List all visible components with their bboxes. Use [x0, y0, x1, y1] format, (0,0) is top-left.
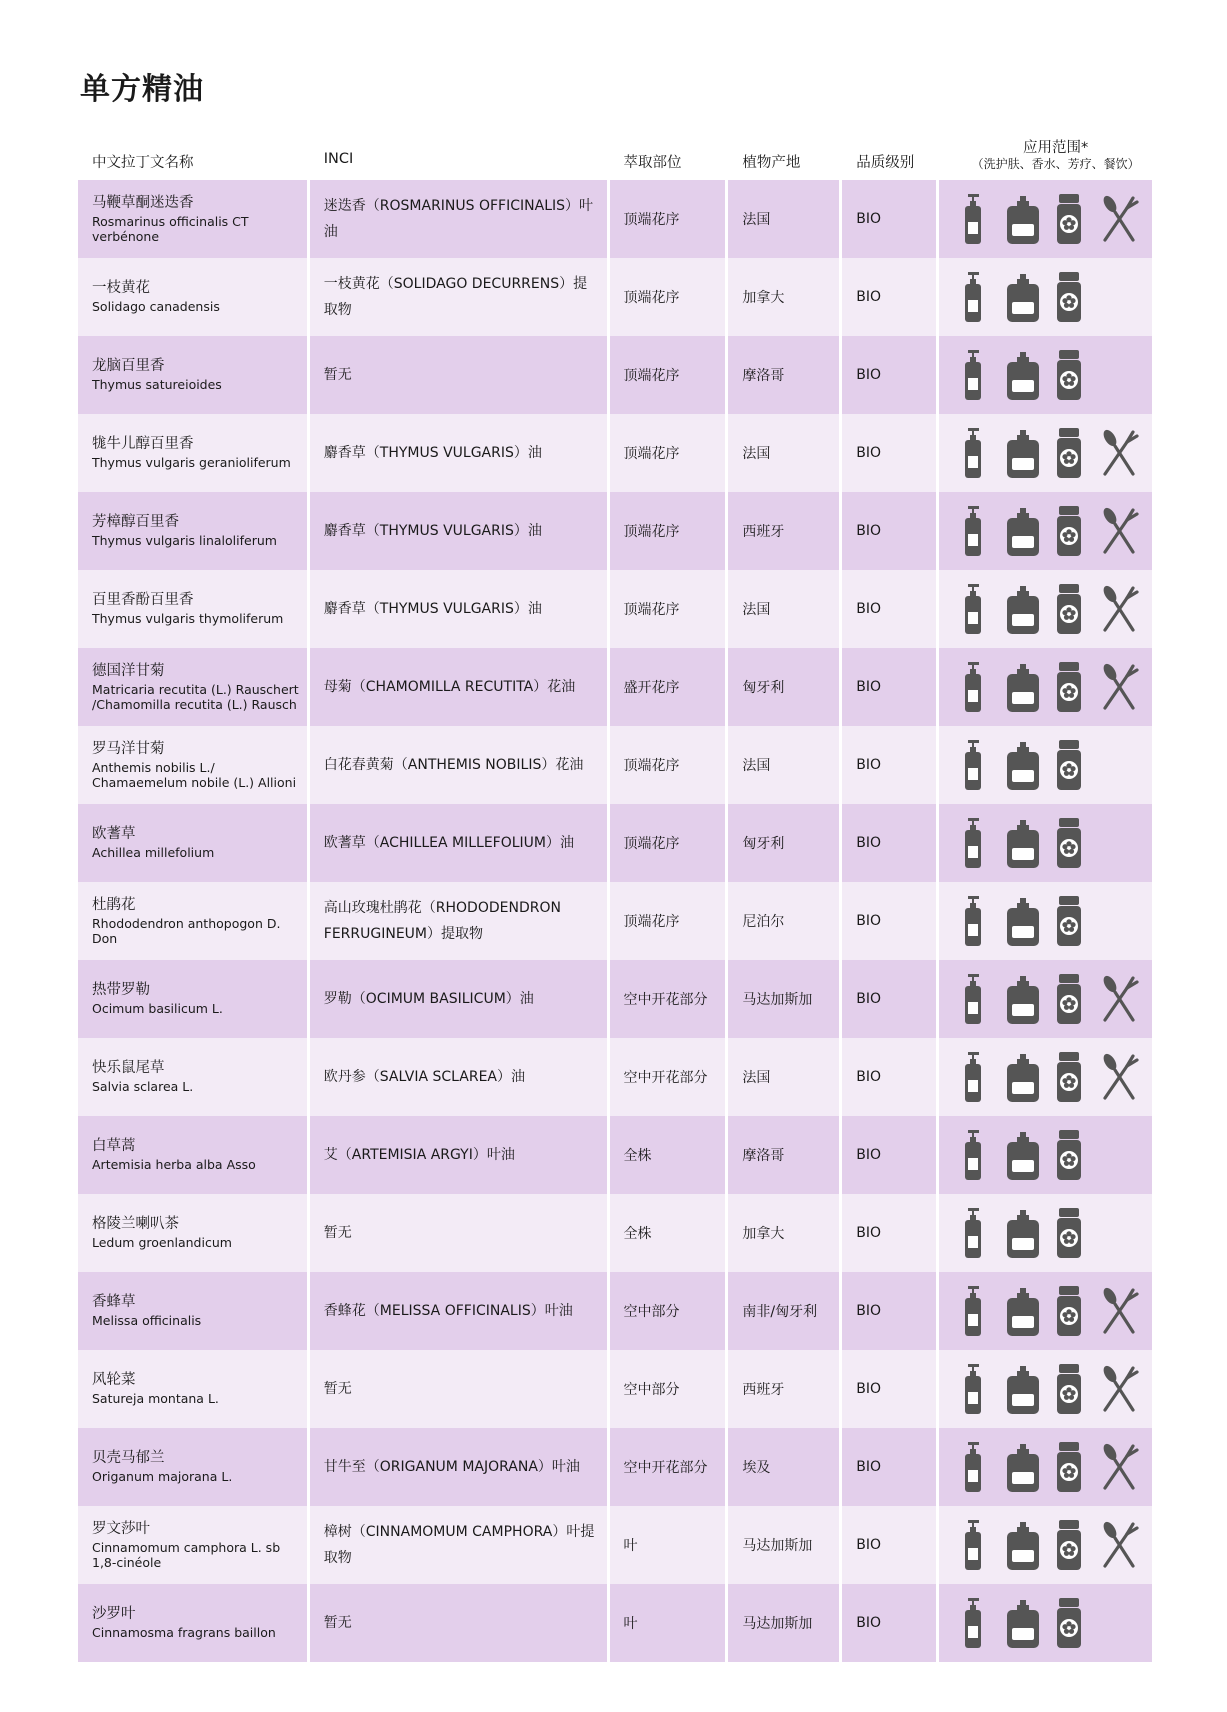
cell-use	[939, 492, 1152, 570]
cell-grade: BIO	[842, 492, 936, 570]
fork-knife-icon	[1097, 1440, 1141, 1494]
cell-inci: 迷迭香（ROSMARINUS OFFICINALIS）叶油	[310, 180, 607, 258]
table-row	[78, 1038, 1152, 1116]
chinese-name: 沙罗叶	[92, 1606, 136, 1623]
table-row	[78, 1428, 1152, 1506]
cell-inci: 暂无	[310, 1584, 607, 1662]
pump-bottle-icon	[959, 348, 995, 402]
spray-bottle-icon	[1005, 738, 1041, 792]
cell-grade: BIO	[842, 1038, 936, 1116]
cell-name	[78, 1506, 307, 1584]
flower-jar-icon	[1051, 816, 1087, 870]
cell-part: 全株	[610, 1116, 726, 1194]
chinese-name: 罗马洋甘菊	[92, 740, 165, 757]
pump-bottle-icon	[959, 894, 995, 948]
flower-jar-icon	[1051, 894, 1087, 948]
fork-knife-icon	[1097, 1050, 1141, 1104]
pump-bottle-icon	[959, 1206, 995, 1260]
chinese-name: 马鞭草酮迷迭香	[92, 194, 194, 211]
table-row	[78, 414, 1152, 492]
fork-knife-icon	[1097, 582, 1141, 636]
cell-name	[78, 648, 307, 726]
fork-knife-icon	[1097, 972, 1141, 1026]
cell-use	[939, 1428, 1152, 1506]
flower-jar-icon	[1051, 1518, 1087, 1572]
latin-name: Matricaria recutita (L.) Rauschert /Chamomilla recutita (L.) Rausch	[92, 681, 299, 712]
table-row	[78, 1584, 1152, 1662]
flower-jar-icon	[1051, 1362, 1087, 1416]
latin-name: Cinnamomum camphora L. sb 1,8-cinéole	[92, 1539, 281, 1570]
cell-name	[78, 1350, 307, 1428]
cell-grade: BIO	[842, 570, 936, 648]
latin-name: Achillea millefolium	[92, 845, 215, 861]
cell-inci: 一枝黄花（SOLIDAGO DECURRENS）提取物	[310, 258, 607, 336]
table-row	[78, 1194, 1152, 1272]
flower-jar-icon	[1051, 504, 1087, 558]
table-row	[78, 258, 1152, 336]
cell-name	[78, 570, 307, 648]
cell-part: 顶端花序	[610, 336, 726, 414]
cell-use	[939, 1350, 1152, 1428]
cell-grade: BIO	[842, 726, 936, 804]
header-use	[939, 140, 1152, 172]
cell-grade: BIO	[842, 1428, 936, 1506]
spray-bottle-icon	[1005, 1206, 1041, 1260]
cell-origin: 尼泊尔	[728, 882, 839, 960]
latin-name: Rhododendron anthopogon D. Don	[92, 915, 281, 946]
pump-bottle-icon	[959, 660, 995, 714]
flower-jar-icon	[1051, 660, 1087, 714]
cell-inci: 罗勒（OCIMUM BASILICUM）油	[310, 960, 607, 1038]
cell-grade: BIO	[842, 1272, 936, 1350]
pump-bottle-icon	[959, 1284, 995, 1338]
spray-bottle-icon	[1005, 1284, 1041, 1338]
table-row	[78, 648, 1152, 726]
flower-jar-icon	[1051, 426, 1087, 480]
chinese-name: 百里香酚百里香	[92, 592, 194, 609]
cell-inci: 暂无	[310, 1194, 607, 1272]
latin-name: Salvia sclarea L.	[92, 1079, 194, 1095]
cell-use	[939, 336, 1152, 414]
cell-grade: BIO	[842, 804, 936, 882]
table-row	[78, 1506, 1152, 1584]
fork-knife-icon	[1097, 426, 1141, 480]
cell-inci: 香蜂花（MELISSA OFFICINALIS）叶油	[310, 1272, 607, 1350]
header-use-subtitle: （洗护肤、香水、芳疗、餐饮）	[971, 157, 1140, 171]
spray-bottle-icon	[1005, 270, 1041, 324]
pump-bottle-icon	[959, 504, 995, 558]
cell-part: 顶端花序	[610, 726, 726, 804]
chinese-name: 热带罗勒	[92, 982, 150, 999]
cell-name	[78, 726, 307, 804]
chinese-name: 风轮菜	[92, 1372, 136, 1389]
latin-name: Artemisia herba alba Asso	[92, 1157, 256, 1173]
cell-use	[939, 258, 1152, 336]
latin-name: Thymus vulgaris thymoliferum	[92, 611, 284, 627]
latin-name: Melissa officinalis	[92, 1313, 202, 1329]
cell-part: 顶端花序	[610, 180, 726, 258]
chinese-name: 贝壳马郁兰	[92, 1450, 165, 1467]
cell-inci: 艾（ARTEMISIA ARGYI）叶油	[310, 1116, 607, 1194]
table-body	[78, 180, 1152, 1662]
cell-origin: 埃及	[728, 1428, 839, 1506]
cell-part: 顶端花序	[610, 258, 726, 336]
cell-use	[939, 1038, 1152, 1116]
latin-name: Cinnamosma fragrans baillon	[92, 1625, 276, 1641]
cell-inci: 暂无	[310, 336, 607, 414]
cell-origin: 南非/匈牙利	[728, 1272, 839, 1350]
chinese-name: 一枝黄花	[92, 280, 150, 297]
cell-grade: BIO	[842, 1584, 936, 1662]
cell-part: 顶端花序	[610, 414, 726, 492]
cell-use	[939, 726, 1152, 804]
cell-use	[939, 570, 1152, 648]
cell-name	[78, 1584, 307, 1662]
latin-name: Rosmarinus officinalis CT verbénone	[92, 213, 249, 244]
cell-name	[78, 180, 307, 258]
spray-bottle-icon	[1005, 1362, 1041, 1416]
pump-bottle-icon	[959, 1050, 995, 1104]
latin-name: Solidago canadensis	[92, 299, 220, 315]
cell-name	[78, 1116, 307, 1194]
spray-bottle-icon	[1005, 894, 1041, 948]
chinese-name: 格陵兰喇叭茶	[92, 1216, 179, 1233]
cell-part: 顶端花序	[610, 804, 726, 882]
cell-use	[939, 1584, 1152, 1662]
cell-grade: BIO	[842, 882, 936, 960]
latin-name: Thymus satureioides	[92, 377, 222, 393]
table-row	[78, 1116, 1152, 1194]
cell-part: 盛开花序	[610, 648, 726, 726]
flower-jar-icon	[1051, 270, 1087, 324]
cell-name	[78, 960, 307, 1038]
cell-grade: BIO	[842, 180, 936, 258]
cell-grade: BIO	[842, 336, 936, 414]
cell-inci: 暂无	[310, 1350, 607, 1428]
pump-bottle-icon	[959, 582, 995, 636]
spray-bottle-icon	[1005, 1440, 1041, 1494]
cell-part: 空中部分	[610, 1272, 726, 1350]
fork-knife-icon	[1097, 1518, 1141, 1572]
cell-origin: 西班牙	[728, 492, 839, 570]
cell-part: 空中部分	[610, 1350, 726, 1428]
chinese-name: 德国洋甘菊	[92, 662, 165, 679]
cell-origin: 法国	[728, 180, 839, 258]
cell-use	[939, 960, 1152, 1038]
chinese-name: 龙脑百里香	[92, 358, 165, 375]
spray-bottle-icon	[1005, 1128, 1041, 1182]
cell-origin: 法国	[728, 726, 839, 804]
latin-name: Thymus vulgaris geranioliferum	[92, 455, 291, 471]
flower-jar-icon	[1051, 1596, 1087, 1650]
table-row	[78, 1272, 1152, 1350]
cell-inci: 高山玫瑰杜鹃花（RHODODENDRON FERRUGINEUM）提取物	[310, 882, 607, 960]
fork-knife-icon	[1097, 192, 1141, 246]
spray-bottle-icon	[1005, 1596, 1041, 1650]
cell-origin: 加拿大	[728, 258, 839, 336]
chinese-name: 罗文莎叶	[92, 1520, 150, 1537]
cell-inci: 白花春黄菊（ANTHEMIS NOBILIS）花油	[310, 726, 607, 804]
spray-bottle-icon	[1005, 1050, 1041, 1104]
cell-part: 叶	[610, 1584, 726, 1662]
flower-jar-icon	[1051, 1050, 1087, 1104]
latin-name: Satureja montana L.	[92, 1391, 219, 1407]
cell-name	[78, 258, 307, 336]
cell-part: 顶端花序	[610, 882, 726, 960]
chinese-name: 白草蒿	[92, 1138, 136, 1155]
cell-inci: 欧蓍草（ACHILLEA MILLEFOLIUM）油	[310, 804, 607, 882]
chinese-name: 牻牛儿醇百里香	[92, 436, 194, 453]
cell-grade: BIO	[842, 648, 936, 726]
cell-inci: 欧丹参（SALVIA SCLAREA）油	[310, 1038, 607, 1116]
spray-bottle-icon	[1005, 1518, 1041, 1572]
flower-jar-icon	[1051, 1128, 1087, 1182]
cell-origin: 匈牙利	[728, 804, 839, 882]
cell-origin: 摩洛哥	[728, 336, 839, 414]
fork-knife-icon	[1097, 1284, 1141, 1338]
latin-name: Origanum majorana L.	[92, 1469, 233, 1485]
cell-part: 空中开花部分	[610, 960, 726, 1038]
essential-oil-table	[78, 136, 1152, 1662]
spray-bottle-icon	[1005, 426, 1041, 480]
cell-origin: 马达加斯加	[728, 1584, 839, 1662]
cell-use	[939, 1194, 1152, 1272]
cell-name	[78, 882, 307, 960]
pump-bottle-icon	[959, 816, 995, 870]
table-row	[78, 180, 1152, 258]
header-name: 中文拉丁文名称	[92, 155, 194, 171]
cell-grade: BIO	[842, 414, 936, 492]
cell-origin: 法国	[728, 414, 839, 492]
cell-name	[78, 1272, 307, 1350]
cell-use	[939, 1272, 1152, 1350]
table-row	[78, 882, 1152, 960]
cell-origin: 马达加斯加	[728, 1506, 839, 1584]
cell-origin: 加拿大	[728, 1194, 839, 1272]
spray-bottle-icon	[1005, 192, 1041, 246]
flower-jar-icon	[1051, 1284, 1087, 1338]
cell-use	[939, 180, 1152, 258]
cell-part: 顶端花序	[610, 492, 726, 570]
cell-name	[78, 1038, 307, 1116]
latin-name: Ledum groenlandicum	[92, 1235, 232, 1251]
header-origin: 植物产地	[742, 155, 801, 171]
chinese-name: 芳樟醇百里香	[92, 514, 179, 531]
cell-origin: 摩洛哥	[728, 1116, 839, 1194]
flower-jar-icon	[1051, 1206, 1087, 1260]
cell-origin: 马达加斯加	[728, 960, 839, 1038]
pump-bottle-icon	[959, 426, 995, 480]
cell-use	[939, 648, 1152, 726]
fork-knife-icon	[1097, 504, 1141, 558]
cell-grade: BIO	[842, 960, 936, 1038]
cell-use	[939, 1116, 1152, 1194]
cell-grade: BIO	[842, 258, 936, 336]
chinese-name: 欧蓍草	[92, 826, 136, 843]
pump-bottle-icon	[959, 192, 995, 246]
pump-bottle-icon	[959, 270, 995, 324]
pump-bottle-icon	[959, 1362, 995, 1416]
spray-bottle-icon	[1005, 972, 1041, 1026]
cell-name	[78, 336, 307, 414]
fork-knife-icon	[1097, 660, 1141, 714]
cell-name	[78, 414, 307, 492]
pump-bottle-icon	[959, 1596, 995, 1650]
cell-inci: 麝香草（THYMUS VULGARIS）油	[310, 414, 607, 492]
cell-inci: 樟树（CINNAMOMUM CAMPHORA）叶提取物	[310, 1506, 607, 1584]
flower-jar-icon	[1051, 582, 1087, 636]
spray-bottle-icon	[1005, 660, 1041, 714]
cell-grade: BIO	[842, 1350, 936, 1428]
header-grade: 品质级别	[856, 155, 915, 171]
flower-jar-icon	[1051, 1440, 1087, 1494]
chinese-name: 香蜂草	[92, 1294, 136, 1311]
cell-part: 全株	[610, 1194, 726, 1272]
table-row	[78, 336, 1152, 414]
table-row	[78, 726, 1152, 804]
fork-knife-icon	[1097, 1362, 1141, 1416]
cell-part: 空中开花部分	[610, 1428, 726, 1506]
pump-bottle-icon	[959, 738, 995, 792]
cell-use	[939, 804, 1152, 882]
cell-name	[78, 1194, 307, 1272]
page-title: 单方精油	[80, 72, 204, 107]
pump-bottle-icon	[959, 1128, 995, 1182]
table-row	[78, 492, 1152, 570]
cell-origin: 西班牙	[728, 1350, 839, 1428]
flower-jar-icon	[1051, 192, 1087, 246]
flower-jar-icon	[1051, 738, 1087, 792]
spray-bottle-icon	[1005, 504, 1041, 558]
cell-grade: BIO	[842, 1194, 936, 1272]
cell-origin: 匈牙利	[728, 648, 839, 726]
cell-inci: 母菊（CHAMOMILLA RECUTITA）花油	[310, 648, 607, 726]
cell-part: 顶端花序	[610, 570, 726, 648]
table-row	[78, 1350, 1152, 1428]
cell-origin: 法国	[728, 570, 839, 648]
spray-bottle-icon	[1005, 348, 1041, 402]
table-row	[78, 804, 1152, 882]
cell-inci: 麝香草（THYMUS VULGARIS）油	[310, 570, 607, 648]
header-part: 萃取部位	[623, 155, 682, 171]
spray-bottle-icon	[1005, 582, 1041, 636]
pump-bottle-icon	[959, 972, 995, 1026]
cell-use	[939, 414, 1152, 492]
flower-jar-icon	[1051, 348, 1087, 402]
latin-name: Anthemis nobilis L./ Chamaemelum nobile (L.) Allioni	[92, 759, 297, 790]
header-use-title: 应用范围*	[1022, 140, 1089, 156]
table-header	[78, 136, 1152, 180]
cell-use	[939, 882, 1152, 960]
cell-name	[78, 1428, 307, 1506]
spray-bottle-icon	[1005, 816, 1041, 870]
pump-bottle-icon	[959, 1440, 995, 1494]
cell-name	[78, 492, 307, 570]
cell-origin: 法国	[728, 1038, 839, 1116]
cell-grade: BIO	[842, 1506, 936, 1584]
cell-name	[78, 804, 307, 882]
cell-use	[939, 1506, 1152, 1584]
table-row	[78, 570, 1152, 648]
pump-bottle-icon	[959, 1518, 995, 1572]
cell-inci: 麝香草（THYMUS VULGARIS）油	[310, 492, 607, 570]
chinese-name: 杜鹃花	[92, 896, 136, 913]
cell-inci: 甘牛至（ORIGANUM MAJORANA）叶油	[310, 1428, 607, 1506]
cell-grade: BIO	[842, 1116, 936, 1194]
flower-jar-icon	[1051, 972, 1087, 1026]
latin-name: Thymus vulgaris linaloliferum	[92, 533, 277, 549]
latin-name: Ocimum basilicum L.	[92, 1001, 223, 1017]
table-row	[78, 960, 1152, 1038]
chinese-name: 快乐鼠尾草	[92, 1060, 165, 1077]
cell-part: 空中开花部分	[610, 1038, 726, 1116]
header-inci: INCI	[323, 151, 354, 167]
cell-part: 叶	[610, 1506, 726, 1584]
